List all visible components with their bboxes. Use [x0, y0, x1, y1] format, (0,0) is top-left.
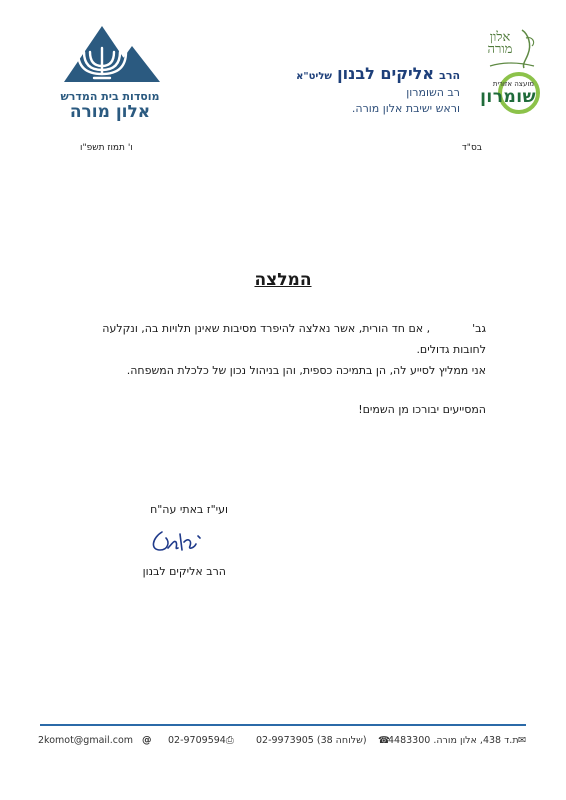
footer-contact: [38, 735, 528, 751]
mail-icon: ✉: [518, 735, 526, 746]
signer-name: הרב אליקים לבנון: [142, 565, 226, 578]
rabbi-role: רב השומרון: [406, 86, 460, 99]
alon-moreh-logo: [482, 24, 538, 70]
besd-header: בס"ד: [461, 143, 482, 153]
footer-divider: [40, 724, 526, 726]
rabbi-name-line: [296, 64, 460, 83]
alon-logo-text: אלון מורה: [487, 30, 513, 57]
institution-name: אלון מורה: [69, 102, 151, 122]
signature-icon: [148, 524, 208, 556]
document-title: המלצה: [254, 270, 312, 290]
email-link[interactable]: 2komot@gmail.com: [38, 735, 134, 746]
body-line: אני ממליץ לסייע לה, הן בתמיכה כספית, והן בניהול נכון של כלכלת המשפחה.: [126, 364, 486, 377]
rabbi-title-prefix: הרב: [439, 69, 460, 82]
hebrew-date: ו' תמוז תשפ"ו: [80, 143, 133, 153]
rabbi-title-suffix: שליט"א: [296, 71, 332, 82]
handwritten-signature: [148, 524, 208, 556]
signature-label: ועי"ז באתי עה"ח: [150, 503, 228, 516]
letter-body: [76, 318, 486, 381]
shomron-caption: מועצה אזורית: [492, 80, 534, 88]
institution-logo: [62, 22, 162, 84]
body-line: גב' , אם חד הורית, אשר נאלצה להיפרד מסיבות שאינן תלויות בה, ונקלעה: [102, 322, 486, 335]
menorah-mountain-icon: [62, 22, 162, 84]
shomron-name: שומרון: [480, 87, 536, 107]
closing-blessing: המסייעים יבורכו מן השמים!: [358, 403, 486, 416]
fax-number: 02-9709594: [168, 735, 226, 746]
institution-name-top: מוסדות בית המדרש: [60, 90, 160, 103]
body-line: לחובות גדולים.: [416, 343, 486, 356]
at-icon: @: [142, 735, 152, 746]
rabbi-yeshiva: וראש ישיבת אלון מורה.: [351, 102, 460, 115]
postal-address: ת.ד 438, אלון מורה. 4483300: [388, 735, 519, 746]
rabbi-name: אליקים לבנון: [337, 64, 435, 83]
fax-icon: ⎙: [226, 735, 234, 746]
phone-number: 02-9973905 (שלוחה 38): [256, 735, 367, 746]
rabbi-header: [296, 64, 460, 115]
shomron-council-logo: [482, 72, 540, 118]
phone-icon: ☎: [378, 735, 390, 746]
